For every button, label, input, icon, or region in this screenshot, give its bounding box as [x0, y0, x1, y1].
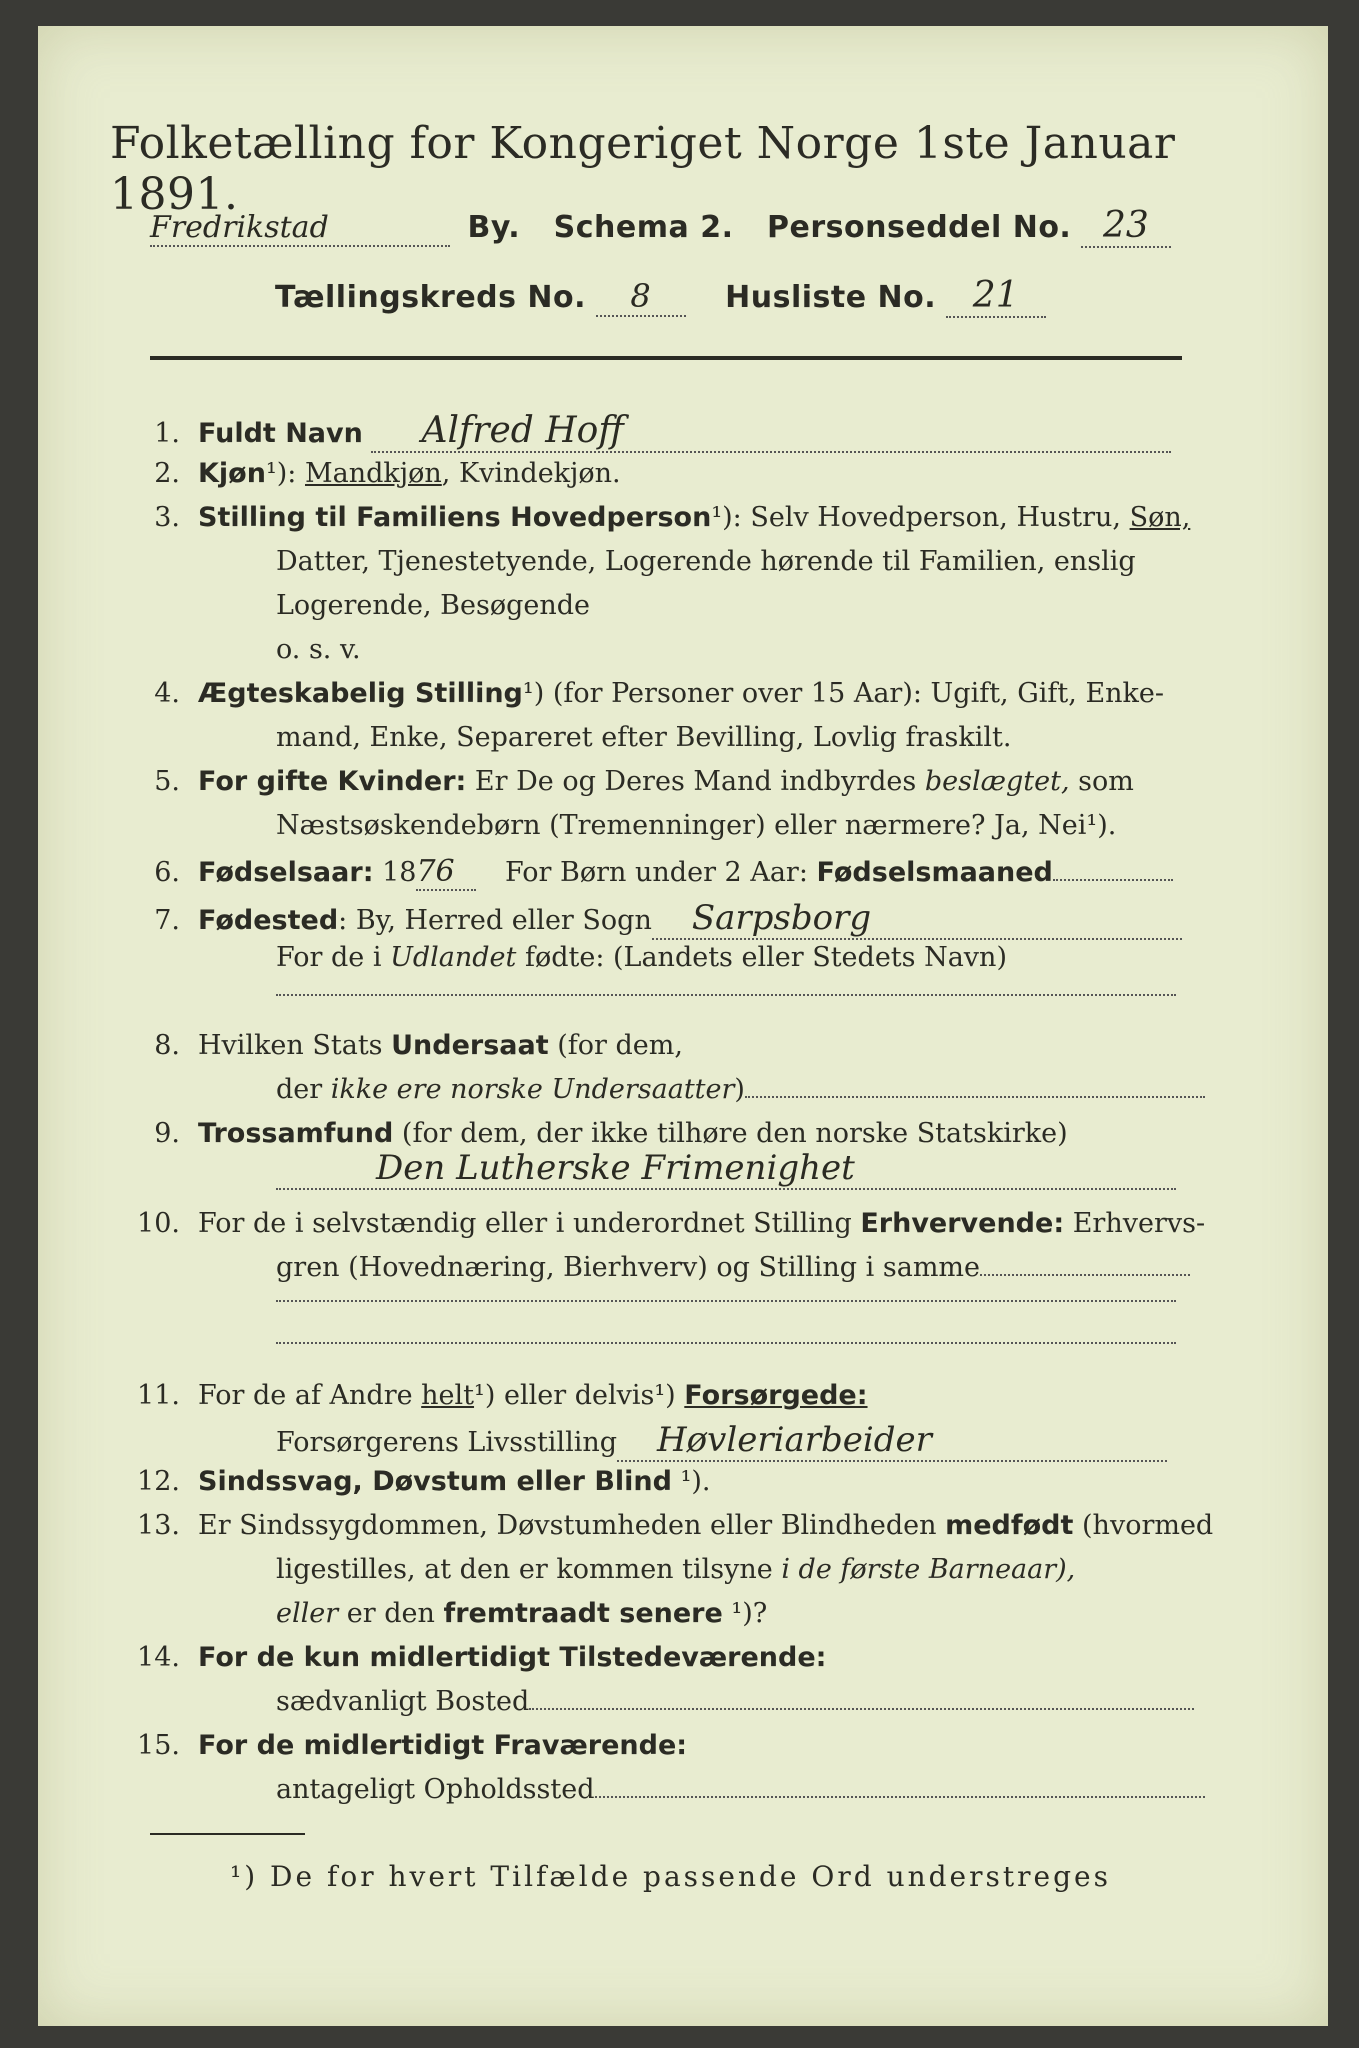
q6-answer: 76 — [416, 854, 476, 891]
question-2: 2. Kjøn¹): Mandkjøn, Kvindekjøn. — [110, 458, 621, 489]
q4-label: Ægteskabelig Stilling — [198, 678, 523, 709]
q10-text-1b: Erhvervs- — [1072, 1208, 1206, 1239]
personseddel-label: Personseddel No. — [767, 210, 1072, 245]
q8-label: Undersaat — [391, 1030, 549, 1061]
q14-text — [276, 1686, 1194, 1717]
question-12: 12. Sindssvag, Døvstum eller Blind ¹). — [110, 1466, 711, 1497]
q13-text-2b: i de første Barneaar), — [781, 1554, 1076, 1585]
q13-text-2a: ligestilles, at den er kommen tilsyne — [276, 1554, 773, 1585]
q5-label: For gifte Kvinder: — [198, 766, 467, 797]
question-10 — [110, 1208, 1205, 1239]
personseddel-number: 23 — [1081, 205, 1171, 248]
q8-text-1a: Hvilken Stats — [198, 1030, 383, 1061]
q10-text-2 — [276, 1252, 1190, 1283]
q3-option-son: Søn, — [1129, 502, 1191, 533]
q11-label: Forsørgede: — [684, 1380, 868, 1411]
footnote: ¹) De for hvert Tilfælde passende Ord understreges — [230, 1860, 1111, 1893]
q7-extra-field — [276, 974, 1176, 996]
q3-text-3: Logerende, Besøgende — [276, 590, 590, 621]
q14-number: 14. — [137, 1642, 180, 1673]
question-7 — [110, 898, 1182, 940]
husliste-number: 21 — [946, 275, 1046, 318]
question-5 — [110, 766, 1134, 797]
q13-text-1a: Er Sindssygdommen, Døvstumheden eller Blindheden — [198, 1510, 937, 1541]
q15-text — [276, 1774, 1205, 1805]
question-1 — [110, 410, 1171, 453]
schema-label: Schema 2. — [553, 210, 734, 245]
q7-number: 7. — [154, 905, 180, 936]
q2-option-male: Mandkjøn — [305, 458, 442, 489]
q12-label: Sindssvag, Døvstum eller Blind — [198, 1466, 672, 1497]
q3-text-1: ): Selv Hovedperson, Hustru, — [722, 502, 1121, 533]
q6-number: 6. — [154, 857, 180, 888]
q5-text-1b: beslægtet, — [924, 766, 1070, 797]
q14-field — [529, 1708, 1194, 1710]
q3-number: 3. — [154, 502, 180, 533]
q14-text-body: sædvanligt Bosted — [276, 1686, 530, 1717]
q11-number: 11. — [137, 1380, 180, 1411]
question-15 — [110, 1730, 687, 1761]
q13-text-3b: er den — [346, 1598, 435, 1629]
header-row-schema — [150, 205, 1171, 248]
q13-number: 13. — [137, 1510, 180, 1541]
q4-text-1: ) (for Personer over 15 Aar): Ugift, Gift, Enke- — [533, 678, 1164, 709]
q15-text-body: antageligt Opholdssted — [276, 1774, 595, 1805]
question-3: 3. Stilling til Familiens Hovedperson¹): Selv Hovedperson, Hustru, Søn, — [110, 502, 1190, 533]
question-8 — [110, 1030, 683, 1061]
q9-number: 9. — [154, 1118, 180, 1149]
q9-answer-row — [276, 1148, 1176, 1190]
taellingskreds-label: Tællingskreds No. — [275, 280, 587, 315]
q10-extra-field-2 — [276, 1322, 1176, 1344]
q9-answer: Den Lutherske Frimenighet — [276, 1148, 1176, 1190]
city-handwritten: Fredrikstad — [150, 210, 450, 247]
q11-option-helt: helt — [421, 1380, 475, 1411]
q8-text-2a: der — [276, 1074, 323, 1105]
q2-label: Kjøn — [198, 458, 266, 489]
q15-label: For de midlertidigt Fraværende: — [198, 1730, 688, 1761]
q3-text-4: o. s. v. — [276, 634, 361, 665]
q8-number: 8. — [154, 1030, 180, 1061]
q13-label-2: fremtraadt senere — [443, 1598, 723, 1629]
q11-text-1c: ) eller delvis — [484, 1380, 655, 1411]
q1-number: 1. — [154, 418, 180, 449]
q10-text-2-body: gren (Hovednæring, Bierhverv) og Stilling i samme — [276, 1252, 981, 1283]
q5-number: 5. — [154, 766, 180, 797]
q1-answer: Alfred Hoff — [371, 410, 1171, 453]
taellingskreds-number: 8 — [596, 277, 686, 317]
q9-label: Trossamfund — [198, 1118, 394, 1149]
question-11: 11. For de af Andre helt¹) eller delvis¹) Forsørgede: — [110, 1380, 868, 1411]
question-9 — [110, 1118, 1068, 1149]
q13-label: medfødt — [945, 1510, 1074, 1541]
q7-text-2b: Udlandet — [390, 942, 517, 973]
q10-number: 10. — [137, 1208, 180, 1239]
by-label: By. — [467, 210, 521, 245]
q7-text-2 — [276, 942, 1007, 973]
footnote-divider — [150, 1833, 305, 1835]
q13-text-2 — [276, 1554, 1075, 1585]
q3-text-2: Datter, Tjenestetyende, Logerende hørende til Familien, enslig — [276, 546, 1136, 577]
q8-text-2: der ikke ere norske Undersaatter) — [276, 1074, 1205, 1105]
question-4: 4. Ægteskabelig Stilling¹) (for Personer over 15 Aar): Ugift, Gift, Enke- — [110, 678, 1164, 709]
q10-label: Erhvervende: — [860, 1208, 1065, 1239]
q7-text-2c: fødte: (Landets eller Stedets Navn) — [524, 942, 1007, 973]
q2-number: 2. — [154, 458, 180, 489]
q6-label: Fødselsaar: — [198, 857, 374, 888]
header-divider — [150, 356, 1182, 360]
q7-text: : By, Herred eller Sogn — [338, 905, 652, 936]
q7-label: Fødested — [198, 905, 339, 936]
q9-text: (for dem, der ikke tilhøre den norske Statskirke) — [401, 1118, 1068, 1149]
q14-label: For de kun midlertidigt Tilstedeværende: — [198, 1642, 827, 1673]
census-form-sheet — [38, 26, 1328, 2026]
form-title: Folketælling for Kongeriget Norge 1ste Januar 1891. — [110, 118, 1176, 220]
q10-extra-field-1 — [276, 1280, 1176, 1302]
q8-text-2b: ikke ere norske Undersaatter — [330, 1074, 735, 1105]
q10-field — [980, 1274, 1190, 1276]
q4-text-2: mand, Enke, Separeret efter Bevilling, Lovlig fraskilt. — [276, 722, 1012, 753]
q8-field — [745, 1096, 1205, 1098]
q7-answer: Sarpsborg — [652, 898, 1182, 940]
q15-field — [595, 1796, 1205, 1798]
q6-text: For Børn under 2 Aar: — [505, 857, 808, 888]
q5-text-2-body: Næstsøskendebørn (Tremenninger) eller nærmere? Ja, Nei — [276, 810, 1087, 841]
q2-option-female: , Kvindekjøn. — [441, 458, 621, 489]
q8-text-1b: (for dem, — [557, 1030, 683, 1061]
husliste-label: Husliste No. — [725, 280, 937, 315]
q1-label: Fuldt Navn — [198, 418, 363, 449]
q6-month-field — [1053, 879, 1173, 881]
question-13 — [110, 1510, 1213, 1541]
q13-text-3: eller er den fremtraadt senere ¹)? — [276, 1598, 768, 1629]
q11-text-2 — [276, 1420, 1167, 1462]
question-14 — [110, 1642, 826, 1673]
q5-text-1a: Er De og Deres Mand indbyrdes — [474, 766, 917, 797]
question-6 — [110, 854, 1173, 891]
q11-answer: Høvleriarbeider — [617, 1420, 1167, 1462]
q11-text-2-body: Forsørgerens Livsstilling — [276, 1427, 618, 1458]
q13-text-3a: eller — [276, 1598, 339, 1629]
q5-text-2: Næstsøskendebørn (Tremenninger) eller nærmere? Ja, Nei¹). — [276, 810, 1117, 841]
header-row-kreds — [275, 275, 1046, 318]
q15-number: 15. — [137, 1730, 180, 1761]
q6-label-2: Fødselsmaaned — [816, 857, 1053, 888]
q3-label: Stilling til Familiens Hovedperson — [198, 502, 712, 533]
q10-text-1a: For de i selvstændig eller i underordnet Stilling — [198, 1208, 852, 1239]
q13-text-1b: (hvormed — [1082, 1510, 1214, 1541]
q4-number: 4. — [154, 678, 180, 709]
q11-text-1a: For de af Andre — [198, 1380, 413, 1411]
q5-text-1c: som — [1078, 766, 1134, 797]
q12-number: 12. — [137, 1466, 180, 1497]
q7-text-2a: For de i — [276, 942, 382, 973]
q6-year-prefix: 18 — [382, 857, 417, 888]
